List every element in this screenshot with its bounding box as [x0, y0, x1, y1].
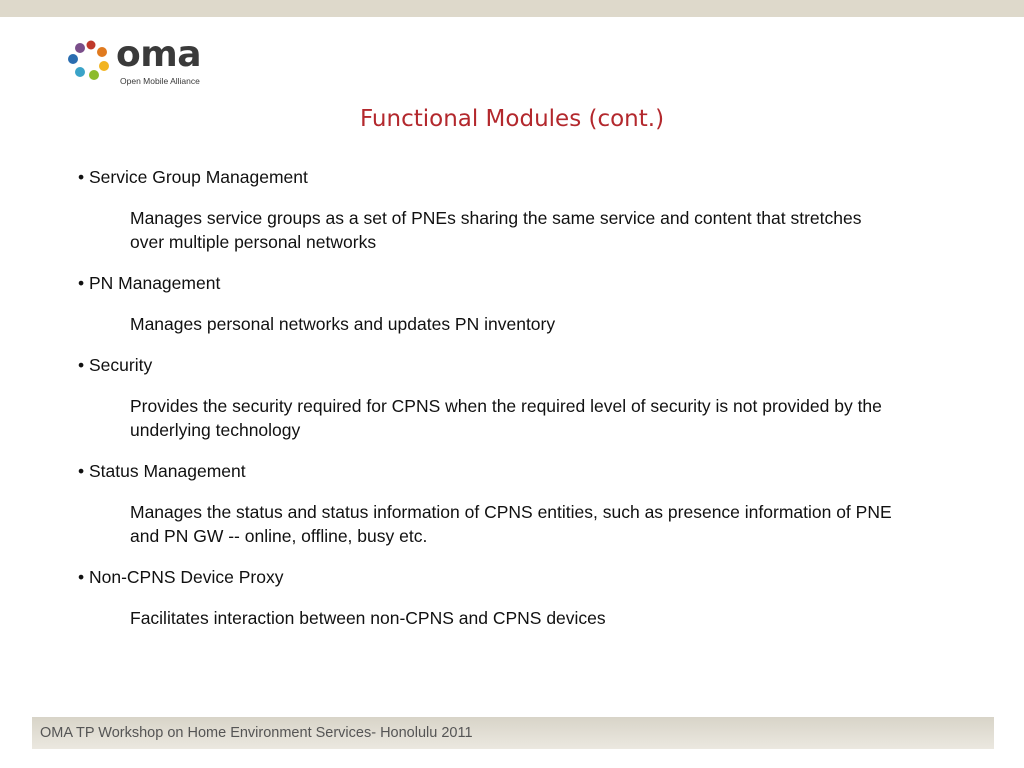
list-item: [78, 165, 918, 254]
logo-wordmark: oma: [116, 34, 202, 75]
bullet-heading: • Non-CPNS Device Proxy: [78, 567, 284, 587]
bullet-heading: • Service Group Management: [78, 167, 308, 187]
bullet-description: Manages service groups as a set of PNEs sharing the same service and content that stretches over multiple personal networks: [130, 208, 862, 252]
content-list: [78, 165, 918, 647]
bullet-description: Facilitates interaction between non-CPNS and CPNS devices: [130, 608, 606, 628]
slide-title: Functional Modules (cont.): [359, 106, 665, 132]
bullet-description: Manages the status and status information of CPNS entities, such as presence information of PNE and PN GW -- online, offline, busy etc.: [130, 502, 892, 546]
footer-bar: [32, 717, 994, 749]
logo-tagline: Open Mobile Alliance: [120, 76, 200, 86]
bullet-description: Manages personal networks and updates PN inventory: [130, 314, 556, 334]
list-item: [78, 271, 918, 336]
footer-text: OMA TP Workshop on Home Environment Services- Honolulu 2011: [40, 725, 473, 741]
bullet-heading: • Security: [78, 355, 153, 375]
list-item: [78, 353, 918, 442]
oma-logo: [66, 34, 226, 90]
bullet-description: Provides the security required for CPNS when the required level of security is not provided by the underlying technology: [130, 396, 882, 440]
oma-logo-icon: [66, 40, 116, 90]
bullet-heading: • Status Management: [78, 461, 246, 481]
top-band: [0, 0, 1024, 17]
list-item: [78, 565, 918, 630]
bullet-heading: • PN Management: [78, 273, 221, 293]
list-item: [78, 459, 918, 548]
